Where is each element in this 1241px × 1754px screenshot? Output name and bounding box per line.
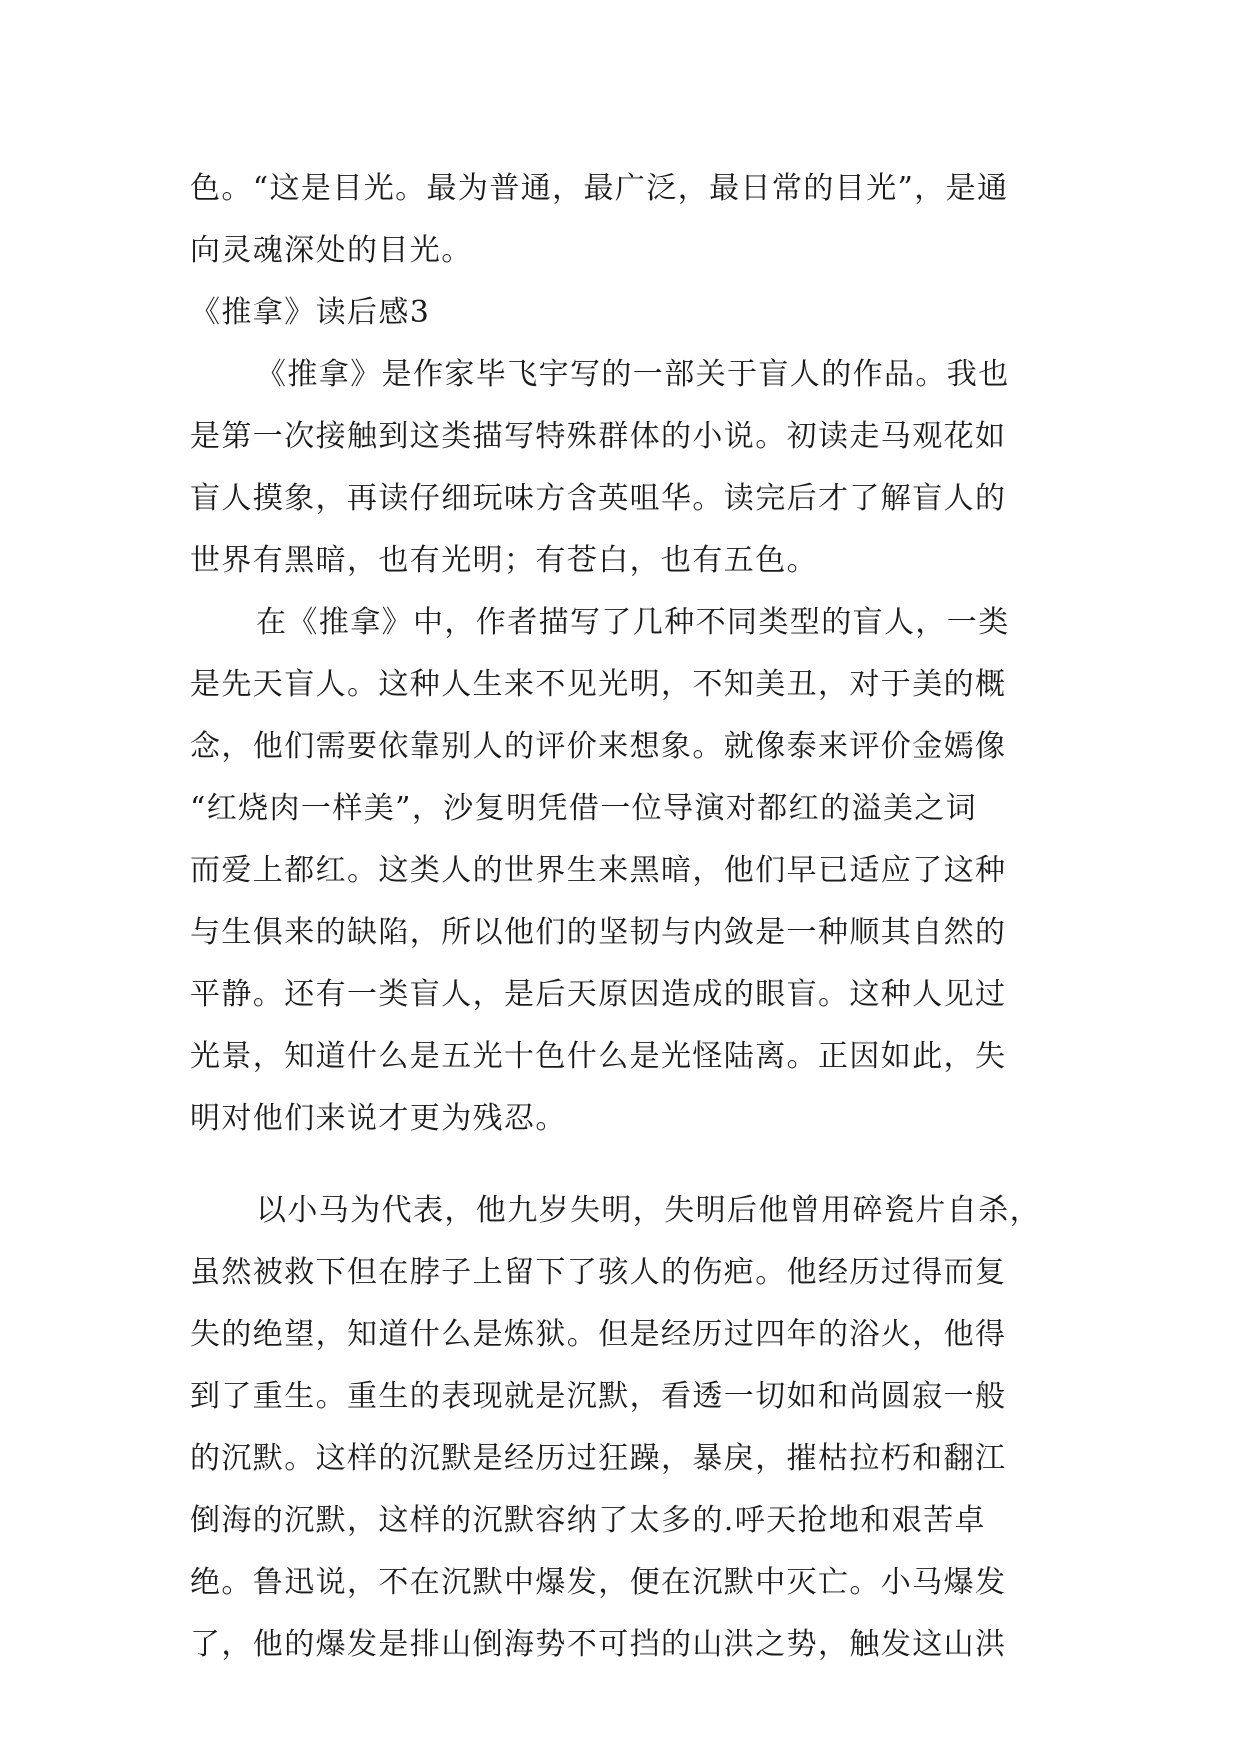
text-line: 色。“这是目光。最为普通，最广泛，最日常的目光”，是通: [190, 171, 1009, 206]
text-line: 是第一次接触到这类描写特殊群体的小说。初读走马观花如: [190, 419, 1007, 454]
document-page: [190, 158, 1050, 1676]
text-line: 绝。鲁迅说，不在沉默中爆发，便在沉默中灭亡。小马爆发: [190, 1565, 1007, 1600]
paragraph-3: [190, 1180, 1050, 1676]
text-line: 光景，知道什么是五光十色什么是光怪陆离。正因如此，失: [190, 1039, 1007, 1074]
text-line: 向灵魂深处的目光。: [190, 233, 473, 268]
section-title: 《推拿》读后感3: [190, 295, 431, 330]
text-line: 而爱上都红。这类人的世界生来黑暗，他们早已适应了这种: [190, 853, 1007, 888]
text-line: 平静。还有一类盲人，是后天原因造成的眼盲。这种人见过: [190, 977, 1007, 1012]
text-line: 盲人摸象，再读仔细玩味方含英咀华。读完后才了解盲人的: [190, 481, 1007, 516]
text-line: 念，他们需要依靠别人的评价来想象。就像泰来评价金嫣像: [190, 729, 1007, 764]
text-line: “红烧肉一样美”，沙复明凭借一位导演对都红的溢美之词: [190, 791, 978, 826]
text-line: 在《推拿》中，作者描写了几种不同类型的盲人，一类: [256, 605, 1010, 640]
text-line: 《推拿》是作家毕飞宇写的一部关于盲人的作品。我也: [256, 357, 1010, 392]
text-line: 倒海的沉默，这样的沉默容纳了太多的.呼天抢地和艰苦卓: [190, 1503, 986, 1538]
text-line: 世界有黑暗，也有光明；有苍白，也有五色。: [190, 543, 818, 578]
paragraph-1: [190, 344, 1050, 592]
paragraph-gap: [190, 1150, 1050, 1180]
text-line: 与生俱来的缺陷，所以他们的坚韧与内敛是一种顺其自然的: [190, 915, 1007, 950]
text-line: 了，他的爆发是排山倒海势不可挡的山洪之势，触发这山洪: [190, 1627, 1007, 1662]
text-line: 到了重生。重生的表现就是沉默，看透一切如和尚圆寂一般: [190, 1379, 1007, 1414]
text-line: 虽然被救下但在脖子上留下了骇人的伤疤。他经历过得而复: [190, 1255, 1007, 1290]
text-line: 失的绝望，知道什么是炼狱。但是经历过四年的浴火，他得: [190, 1317, 1007, 1352]
intro-paragraph: [190, 158, 1050, 282]
paragraph-2: [190, 592, 1050, 1150]
text-line: 明对他们来说才更为残忍。: [190, 1101, 567, 1136]
text-line: 以小马为代表，他九岁失明，失明后他曾用碎瓷片自杀，: [256, 1193, 1041, 1228]
text-line: 是先天盲人。这种人生来不见光明，不知美丑，对于美的概: [190, 667, 1007, 702]
text-line: 的沉默。这样的沉默是经历过狂躁，暴戾，摧枯拉朽和翻江: [190, 1441, 1007, 1476]
